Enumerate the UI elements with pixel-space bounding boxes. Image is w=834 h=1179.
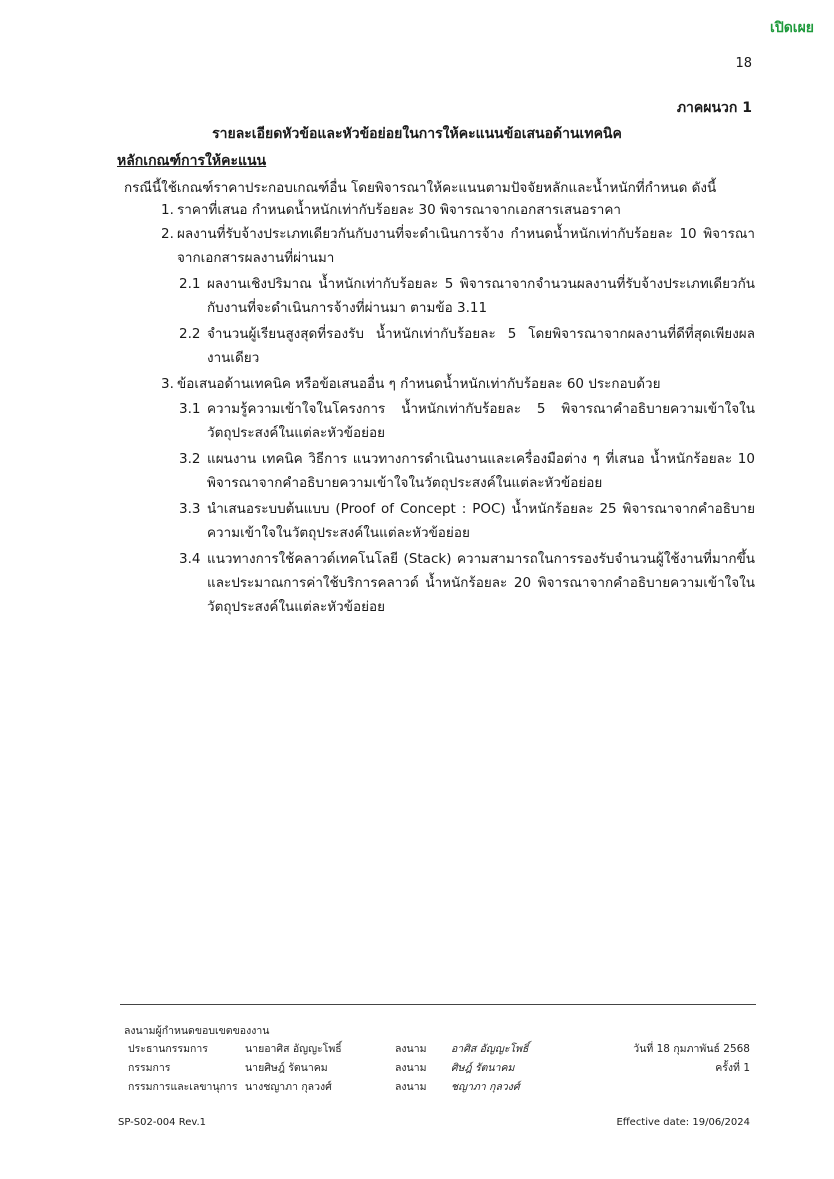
signature-row [0, 1078, 834, 1094]
criterion-number: 1. [161, 202, 174, 218]
criterion-text: แนวทางการใช้คลาวด์เทคโนโลยี (Stack) ความสามารถในการรองรับจำนวนผู้ใช้งานที่มากขึ้นและประมาณการค่าใช้บริการคลาวด์ น้ำหนักร้อยละ 20 พิจารณาจากคำอธิบายความเข้าใจในวัตถุประสงค์ในแต่ละหัวข้อย่อย [207, 551, 755, 615]
page-number: 18 [735, 56, 752, 71]
criterion-text: ข้อเสนอด้านเทคนิค หรือข้อเสนออื่น ๆ กำหนดน้ำหนักเท่ากับร้อยละ 60 ประกอบด้วย [177, 376, 661, 392]
criterion-text: ความรู้ความเข้าใจในโครงการ น้ำหนักเท่ากับร้อยละ 5 พิจารณาคำอธิบายความเข้าใจในวัตถุประสงค์ในแต่ละหัวข้อย่อย [207, 401, 755, 441]
sub-criterion-item [179, 322, 755, 370]
sub-criterion-item [179, 547, 755, 619]
criterion-item [161, 198, 755, 222]
criterion-number: 3.2 [179, 451, 201, 467]
revision-count: ครั้งที่ 1 [715, 1062, 750, 1074]
effective-date: Effective date: 19/06/2024 [616, 1117, 750, 1128]
signer-role: ประธานกรรมการ [128, 1043, 208, 1055]
criterion-text: ผลงานเชิงปริมาณ น้ำหนักเท่ากับร้อยละ 5 พิจารณาจากจำนวนผลงานที่รับจ้างประเภทเดียวกันกับงานที่จะดำเนินการจ้างที่ผ่านมา ตามข้อ 3.11 [207, 276, 755, 316]
footer-divider [120, 1004, 756, 1005]
sub-criterion-item [179, 497, 755, 545]
criterion-number: 3.4 [179, 551, 201, 567]
sign-label: ลงนาม [395, 1081, 427, 1093]
sign-label: ลงนาม [395, 1043, 427, 1055]
criterion-item [161, 222, 755, 270]
sign-label: ลงนาม [395, 1062, 427, 1074]
criterion-text: ผลงานที่รับจ้างประเภทเดียวกันกับงานที่จะดำเนินการจ้าง กำหนดน้ำหนักเท่ากับร้อยละ 10 พิจารณาจากเอกสารผลงานที่ผ่านมา [177, 226, 755, 266]
criterion-text: แผนงาน เทคนิค วิธีการ แนวทางการดำเนินงานและเครื่องมือต่าง ๆ ที่เสนอ น้ำหนักร้อยละ 10 พิจารณาจากคำอธิบายความเข้าใจในวัตถุประสงค์ในแต่ละหัวข้อย่อย [207, 451, 755, 491]
sub-criterion-item [179, 447, 755, 495]
signer-name: นายศิษฎ์ รัตนาคม [245, 1062, 328, 1074]
signature-row [0, 1059, 834, 1075]
criterion-number: 3.1 [179, 401, 201, 417]
criterion-text: ราคาที่เสนอ กำหนดน้ำหนักเท่ากับร้อยละ 30 พิจารณาจากเอกสารเสนอราคา [177, 202, 621, 218]
signer-name: นายอาศิส อัญญะโพธิ์ [245, 1043, 342, 1055]
signer-role: กรรมการ [128, 1062, 171, 1074]
sub-criterion-item [179, 397, 755, 445]
criterion-number: 3.3 [179, 501, 201, 517]
intro-paragraph: กรณีนี้ใช้เกณฑ์ราคาประกอบเกณฑ์อื่น โดยพิจารณาให้คะแนนตามปัจจัยหลักและน้ำหนักที่กำหนด ดังนี้ [124, 180, 717, 196]
appendix-label: ภาคผนวก 1 [676, 100, 752, 116]
document-id: SP-S02-004 Rev.1 [118, 1117, 207, 1128]
criterion-number: 2. [161, 226, 174, 242]
criterion-number: 2.2 [179, 326, 201, 342]
sub-criterion-item [179, 272, 755, 320]
signature-row [0, 1040, 834, 1056]
criterion-number: 2.1 [179, 276, 201, 292]
criterion-item [161, 372, 755, 396]
signature-heading: ลงนามผู้กำหนดขอบเขตของงาน [124, 1025, 270, 1037]
signature: ศิษฎ์ รัตนาคม [451, 1062, 515, 1074]
section-heading: หลักเกณฑ์การให้คะแนน [117, 153, 267, 169]
signer-name: นางชญาภา กุลวงศ์ [245, 1081, 332, 1093]
classification-label: เปิดเผย [770, 20, 814, 36]
criterion-number: 3. [161, 376, 174, 392]
signer-role: กรรมการและเลขานุการ [128, 1081, 238, 1093]
approval-date: วันที่ 18 กุมภาพันธ์ 2568 [633, 1043, 750, 1055]
criterion-text: นำเสนอระบบต้นแบบ (Proof of Concept : POC) น้ำหนักร้อยละ 25 พิจารณาจากคำอธิบายความเข้าใจในวัตถุประสงค์ในแต่ละหัวข้อย่อย [207, 501, 755, 541]
signature: ชญาภา กุลวงศ์ [451, 1081, 520, 1093]
document-title: รายละเอียดหัวข้อและหัวข้อย่อยในการให้คะแนนข้อเสนอด้านเทคนิค [212, 126, 622, 142]
signature: อาศิส อัญญะโพธิ์ [451, 1043, 529, 1055]
criterion-text: จำนวนผู้เรียนสูงสุดที่รองรับ น้ำหนักเท่ากับร้อยละ 5 โดยพิจารณาจากผลงานที่ดีที่สุดเพียงผลงานเดียว [207, 326, 755, 366]
